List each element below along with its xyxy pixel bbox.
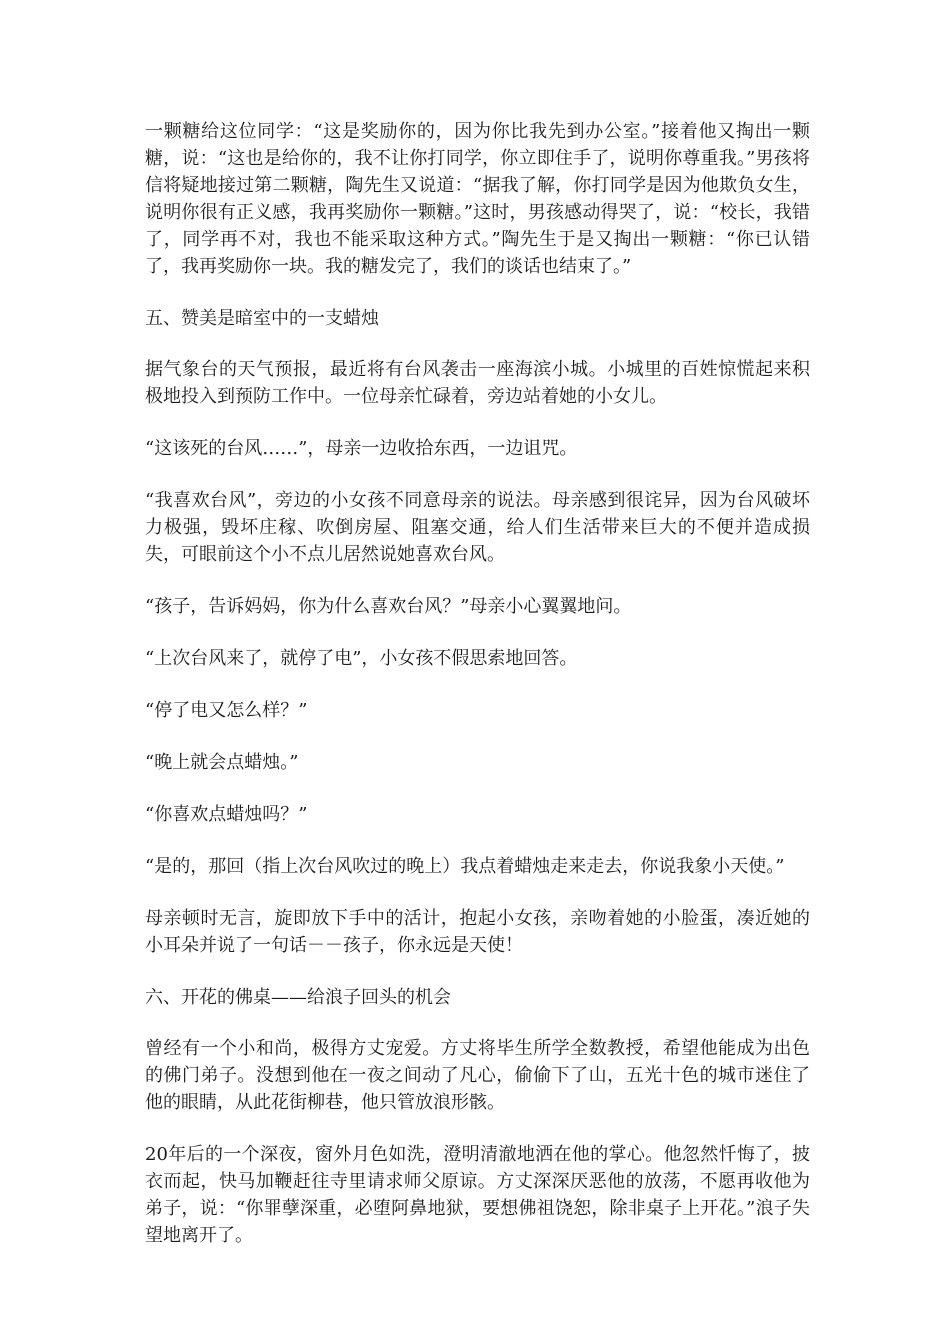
paragraph-girl-likes-typhoon: “我喜欢台风”，旁边的小女孩不同意母亲的说法。母亲感到很诧异，因为台风破坏力极强，毁坏庄稼、吹倒房屋、阻塞交通，给人们生活带来巨大的不便并造成损失，可眼前这个小不点儿居然说她喜欢台风。	[145, 490, 810, 565]
document-page	[145, 118, 810, 1274]
paragraph-like-candles: “你喜欢点蜡烛吗？”	[145, 804, 308, 825]
paragraph-then-what: “停了电又怎么样？”	[145, 700, 308, 721]
paragraph-candy-story: 一颗糖给这位同学：“这是奖励你的，因为你比我先到办公室。”接着他又掏出一颗糖，说：“这也是给你的，我不让你打同学，你立即住手了，说明你尊重我。”男孩将信将疑地接过第二颗糖，陶先生又说道：“据我了解，你打同学是因为他欺负女生，说明你很有正义感，我再奖励你一颗糖。”这时，男孩感动得哭了，说：“校长，我错了，同学再不对，我也不能采取这种方式。”陶先生于是又掏出一颗糖：“你已认错了，我再奖励你一块。我的糖发完了，我们的谈话也结束了。”	[145, 121, 810, 277]
paragraph-typhoon-forecast: 据气象台的天气预报，最近将有台风袭击一座海滨小城。小城里的百姓惊慌起来积极地投入到预防工作中。一位母亲忙碌着，旁边站着她的小女儿。	[145, 359, 810, 407]
paragraph-young-monk: 曾经有一个小和尚，极得方丈宠爱。方丈将毕生所学全数教授，希望他能成为出色的佛门弟子。没想到他在一夜之间动了凡心，偷偷下了山，五光十色的城市迷住了他的眼睛，从此花街柳巷，他只管放浪形骸。	[145, 1038, 810, 1113]
paragraph-candles: “晚上就会点蜡烛。”	[145, 752, 299, 773]
section-heading-5: 五、赞美是暗室中的一支蜡烛	[145, 308, 379, 329]
paragraph-mother-curse: “这该死的台风……”，母亲一边收拾东西，一边诅咒。	[145, 438, 578, 459]
paragraph-mother-asks: “孩子，告诉妈妈，你为什么喜欢台风？”母亲小心翼翼地问。	[145, 596, 632, 617]
section-heading-6: 六、开花的佛桌——给浪子回头的机会	[145, 987, 451, 1008]
paragraph-twenty-years-later: 20年后的一个深夜，窗外月色如洗，澄明清澈地洒在他的掌心。他忽然忏悔了，披衣而起，快马加鞭赶往寺里请求师父原谅。方丈深深厌恶他的放荡，不愿再收他为弟子，说：“你罪孽深重，必堕阿鼻地狱，要想佛祖饶恕，除非桌子上开花。”浪子失望地离开了。	[145, 1144, 810, 1246]
paragraph-mother-hug: 母亲顿时无言，旋即放下手中的活计，抱起小女孩，亲吻着她的小脸蛋，凑近她的小耳朵并说了一句话－－孩子，你永远是天使！	[145, 908, 810, 956]
paragraph-little-angel: “是的，那回（指上次台风吹过的晚上）我点着蜡烛走来走去，你说我象小天使。”	[145, 856, 785, 877]
paragraph-power-outage: “上次台风来了，就停了电”，小女孩不假思索地回答。	[145, 648, 578, 669]
